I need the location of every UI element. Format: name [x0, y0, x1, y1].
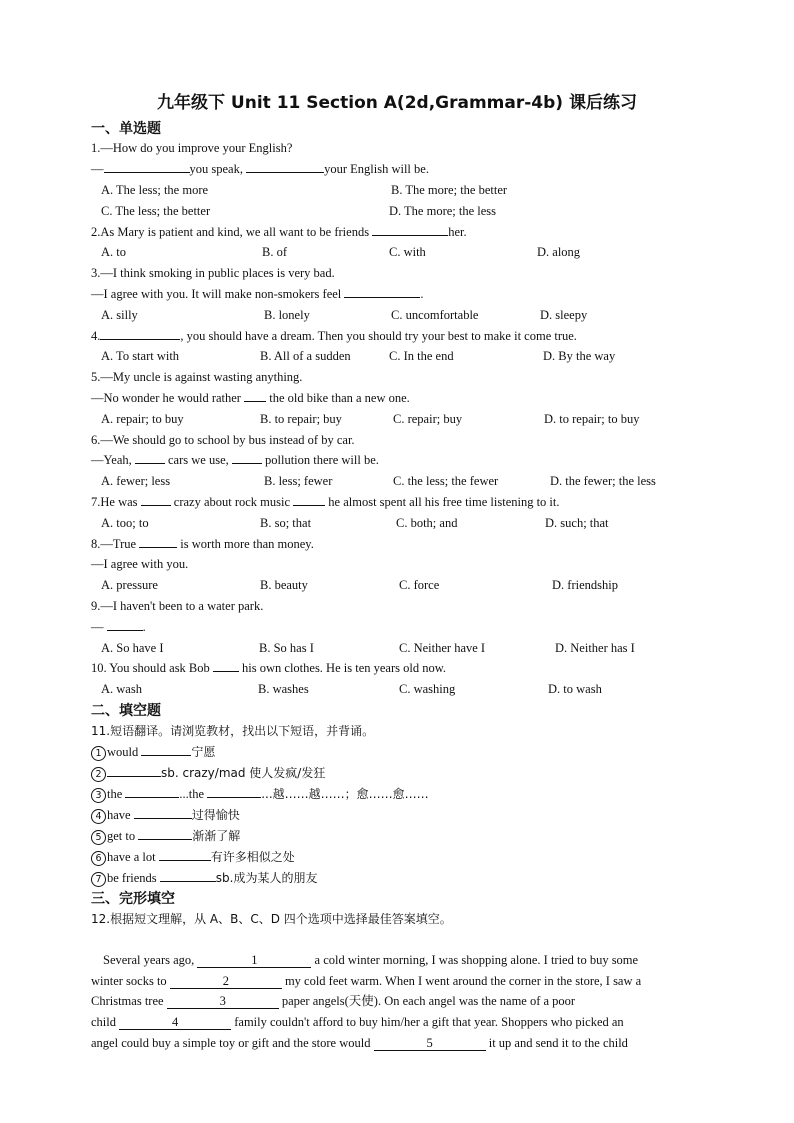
q6-option-b: B. less; fewer	[264, 474, 333, 488]
cloze-blank-3: 3	[167, 994, 279, 1009]
item-number-7: 7	[91, 872, 106, 887]
q6-option-d: D. the fewer; the less	[550, 474, 656, 488]
q1-dash: —	[91, 162, 104, 176]
passage-text: my cold feet warm. When I went around the corner in the store, I saw a	[281, 974, 642, 988]
q5-option-c: C. repair; buy	[393, 412, 463, 426]
phrase-text: get to	[107, 829, 139, 843]
q7-option-a: A. too; to	[101, 516, 149, 530]
question-5-stem: 5.—My uncle is against wasting anything.	[91, 370, 303, 384]
q1-text-b: you speak,	[189, 162, 247, 176]
q8-option-a: A. pressure	[101, 578, 158, 592]
passage-line-1	[103, 952, 638, 968]
q2-option-a: A. to	[101, 245, 126, 259]
phrase-item-3	[91, 786, 429, 803]
answer-blank	[107, 765, 161, 777]
phrase-meaning: sb.成为某人的朋友	[215, 871, 318, 885]
phrase-item-6	[91, 849, 295, 866]
phrase-meaning: ...越……越……；愈……愈……	[261, 787, 429, 801]
q4-option-b: B. All of a sudden	[260, 349, 351, 363]
q1-option-a: A. The less; the more	[101, 183, 209, 197]
q10-option-a: A. wash	[101, 682, 142, 696]
question-3-stem: 3.—I think smoking in public places is very bad.	[91, 266, 335, 280]
q3-text-b: .	[420, 287, 424, 301]
phrase-meaning: 渐渐了解	[192, 829, 241, 843]
phrase-item-2	[91, 765, 325, 782]
q6-text-a: —Yeah,	[91, 453, 135, 467]
answer-blank	[246, 161, 324, 173]
q7-option-d: D. such; that	[545, 516, 609, 530]
q1-text-c: your English will be.	[324, 162, 429, 176]
answer-blank	[232, 452, 262, 464]
q1-option-d: D. The more; the less	[389, 204, 497, 218]
item-number-2: 2	[91, 767, 106, 782]
answer-blank	[244, 390, 266, 402]
phrase-meaning: 宁愿	[191, 745, 216, 759]
q3-option-b: B. lonely	[264, 308, 310, 322]
phrase-meaning: 有许多相似之处	[210, 850, 295, 864]
q7-text-c: he almost spent all his free time listening to it.	[325, 495, 560, 509]
question-8-stem	[91, 536, 314, 552]
q10-option-b: B. washes	[258, 682, 309, 696]
q3-option-c: C. uncomfortable	[391, 308, 479, 322]
question-9-stem: 9.—I haven't been to a water park.	[91, 599, 264, 613]
q9-option-a: A. So have I	[101, 641, 164, 655]
answer-blank	[141, 494, 171, 506]
passage-text: Christmas tree	[91, 994, 167, 1008]
passage-text: family couldn't afford to buy him/her a gift that year. Shoppers who picked an	[231, 1015, 624, 1029]
phrase-text: ...the	[179, 787, 208, 801]
question-2-stem	[91, 224, 467, 240]
item-number-1: 1	[91, 746, 106, 761]
passage-text: paper angels(天使). On each angel was the name of a poor	[278, 994, 576, 1008]
answer-blank	[372, 224, 448, 236]
q10-text-b: his own clothes. He is ten years old now.	[238, 661, 447, 675]
answer-blank	[134, 807, 192, 819]
passage-text: it up and send it to the child	[485, 1036, 628, 1050]
phrase-item-1	[91, 744, 215, 761]
answer-blank	[139, 536, 177, 548]
passage-line-2	[91, 973, 641, 989]
q4-option-a: A. To start with	[101, 349, 180, 363]
question-9-line2	[91, 619, 146, 635]
q1-option-c: C. The less; the better	[101, 204, 211, 218]
answer-blank	[344, 286, 420, 298]
phrase-item-7	[91, 870, 317, 887]
question-10-stem	[91, 660, 446, 676]
answer-blank	[213, 660, 239, 672]
q4-option-c: C. In the end	[389, 349, 454, 363]
question-5-line2	[91, 390, 410, 406]
answer-blank	[160, 870, 216, 882]
passage-line-3	[91, 993, 575, 1009]
phrase-item-4	[91, 807, 240, 824]
cloze-blank-2: 2	[170, 974, 282, 989]
q4-text-b: , you should have a dream. Then you should try your best to make it come true.	[180, 329, 577, 343]
section-heading-cloze: 三、完形填空	[91, 891, 175, 907]
q9-text-a: —	[91, 620, 107, 634]
section-heading-single-choice: 一、单选题	[91, 121, 161, 137]
phrase-text: the	[107, 787, 126, 801]
q2-option-c: C. with	[389, 245, 426, 259]
q5-option-a: A. repair; to buy	[101, 412, 184, 426]
q8-option-b: B. beauty	[260, 578, 308, 592]
phrase-meaning: sb. crazy/mad 使人发疯/发狂	[161, 766, 326, 780]
question-3-line2	[91, 286, 424, 302]
page-title: 九年级下 Unit 11 Section A(2d,Grammar-4b) 课后练习	[157, 93, 637, 113]
q3-option-a: A. silly	[101, 308, 138, 322]
answer-blank	[159, 849, 211, 861]
q6-text-c: pollution there will be.	[261, 453, 379, 467]
question-12-stem: 12.根据短文理解，从 A、B、C、D 四个选项中选择最佳答案填空。	[91, 912, 452, 926]
phrase-item-5	[91, 828, 240, 845]
q2-text-a: 2.As Mary is patient and kind, we all want to be friends	[91, 225, 373, 239]
cloze-blank-1: 1	[197, 953, 311, 968]
q8-text-b: is worth more than money.	[177, 537, 314, 551]
q10-option-c: C. washing	[399, 682, 456, 696]
q3-option-d: D. sleepy	[540, 308, 588, 322]
passage-text: angel could buy a simple toy or gift and the store would	[91, 1036, 374, 1050]
q8-option-d: D. friendship	[552, 578, 618, 592]
q7-text-a: 7.He was	[91, 495, 141, 509]
q4-text-a: 4.	[91, 329, 101, 343]
item-number-5: 5	[91, 830, 106, 845]
q3-text-a: —I agree with you. It will make non-smokers feel	[91, 287, 345, 301]
q6-text-b: cars we use,	[164, 453, 232, 467]
answer-blank	[107, 619, 143, 631]
q7-text-b: crazy about rock music	[170, 495, 294, 509]
q8-text-a: 8.—True	[91, 537, 140, 551]
q10-option-d: D. to wash	[548, 682, 602, 696]
q5-option-d: D. to repair; to buy	[544, 412, 640, 426]
question-11-stem: 11.短语翻译。请浏览教材，找出以下短语，并背诵。	[91, 724, 375, 738]
answer-blank	[135, 452, 165, 464]
q9-option-d: D. Neither has I	[555, 641, 635, 655]
passage-text: winter socks to	[91, 974, 170, 988]
phrase-meaning: 过得愉快	[191, 808, 240, 822]
phrase-text: be friends	[107, 871, 160, 885]
passage-line-4	[91, 1014, 624, 1030]
passage-text: Several years ago,	[103, 953, 198, 967]
passage-line-5	[91, 1035, 628, 1051]
q7-option-b: B. so; that	[260, 516, 312, 530]
section-heading-fill-blank: 二、填空题	[91, 703, 161, 719]
answer-blank	[104, 161, 190, 173]
phrase-text: have a lot	[107, 850, 159, 864]
q9-option-c: C. Neither have I	[399, 641, 486, 655]
question-6-line2	[91, 452, 379, 468]
answer-blank	[125, 786, 179, 798]
answer-blank	[100, 328, 180, 340]
q6-option-c: C. the less; the fewer	[393, 474, 499, 488]
phrase-text: would	[107, 745, 142, 759]
q5-option-b: B. to repair; buy	[260, 412, 342, 426]
q1-option-b: B. The more; the better	[391, 183, 508, 197]
item-number-6: 6	[91, 851, 106, 866]
answer-blank	[207, 786, 261, 798]
question-6-stem: 6.—We should go to school by bus instead of by car.	[91, 433, 355, 447]
q2-option-d: D. along	[537, 245, 581, 259]
phrase-text: have	[107, 808, 134, 822]
q9-text-b: .	[142, 620, 146, 634]
q7-option-c: C. both; and	[396, 516, 458, 530]
question-8-line2: —I agree with you.	[91, 557, 189, 571]
question-4-stem	[91, 328, 577, 344]
cloze-blank-4: 4	[119, 1015, 231, 1030]
q6-option-a: A. fewer; less	[101, 474, 171, 488]
q8-option-c: C. force	[399, 578, 440, 592]
passage-text: child	[91, 1015, 120, 1029]
answer-blank	[141, 744, 191, 756]
passage-text: a cold winter morning, I was shopping alone. I tried to buy some	[311, 953, 639, 967]
q9-option-b: B. So has I	[259, 641, 314, 655]
answer-blank	[293, 494, 325, 506]
q5-text-b: the old bike than a new one.	[266, 391, 410, 405]
cloze-blank-5: 5	[374, 1036, 486, 1051]
question-1-stem: 1.—How do you improve your English?	[91, 141, 293, 155]
question-7-stem	[91, 494, 560, 510]
answer-blank	[138, 828, 192, 840]
item-number-3: 3	[91, 788, 106, 803]
item-number-4: 4	[91, 809, 106, 824]
q2-option-b: B. of	[262, 245, 287, 259]
q10-text-a: 10. You should ask Bob	[91, 661, 213, 675]
q2-text-b: her.	[448, 225, 467, 239]
q5-text-a: —No wonder he would rather	[91, 391, 245, 405]
q4-option-d: D. By the way	[543, 349, 616, 363]
question-1-line2	[91, 161, 429, 177]
